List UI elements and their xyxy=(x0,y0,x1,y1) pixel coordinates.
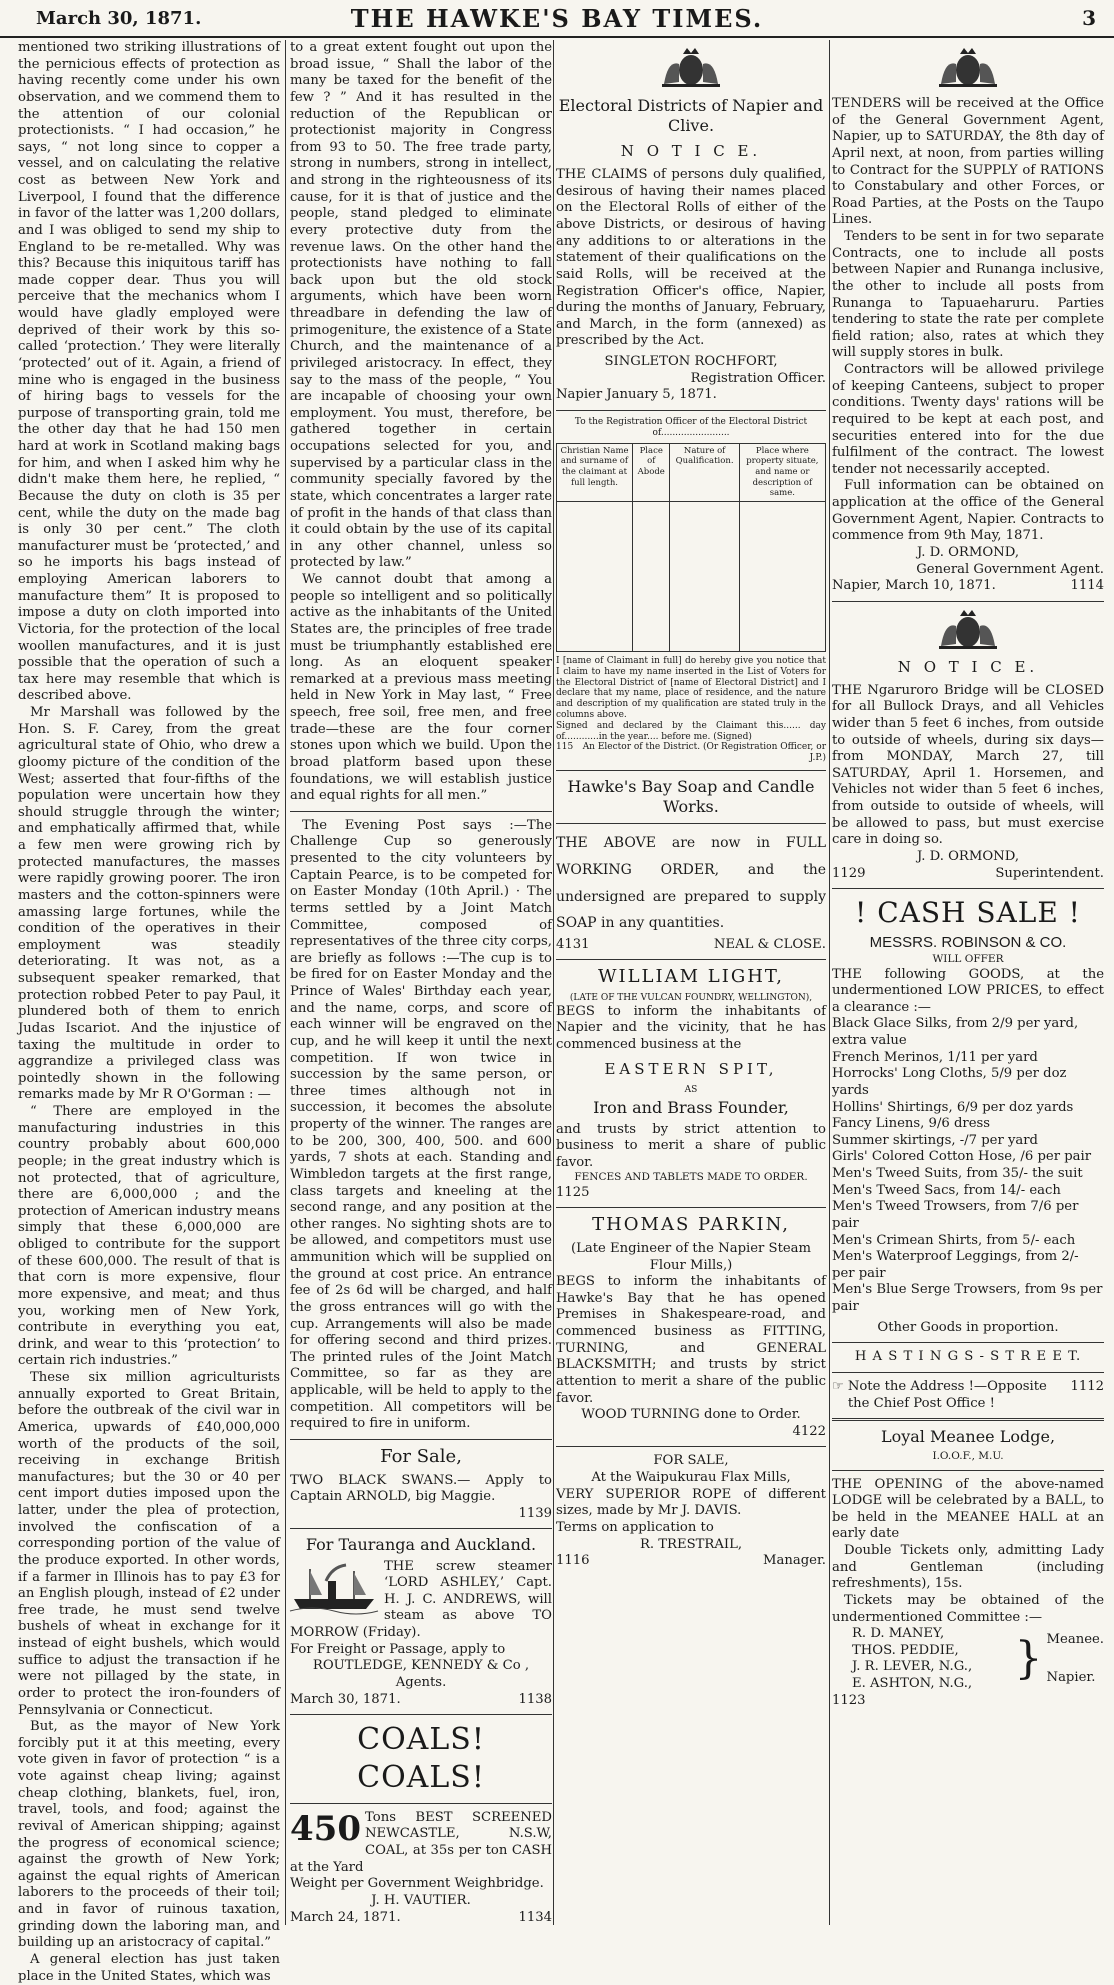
column-rule xyxy=(553,40,554,1925)
electoral-heading: Electoral Districts of Napier and Clive. xyxy=(558,96,824,136)
column-2 xyxy=(290,40,552,1925)
tender-paragraph: Tenders to be sent in for two separate Contracts, one to include all posts between Napier and Runanga inclusive, the other to include all posts from Runanga to Tapuaeharuru. Parties tendering to state the rate per complete field ration; also, rates at which they will supply stores in bulk. xyxy=(832,229,1104,361)
divider xyxy=(832,1470,1104,1471)
parkin-ad-text: BEGS to inform the inhabitants of Hawke's Bay that he has opened Premises in Shakespeare-road, and commenced business as FITTING, TURNING, and GENERAL BLACKSMITH; and trusts by strict attention to merit a share of the public favor. xyxy=(556,1274,826,1406)
swans-ad-text: TWO BLACK SWANS.— Apply to Captain ARNOLD, big Maggie. xyxy=(290,1472,552,1505)
divider xyxy=(290,1714,552,1715)
ad-ref: 1125 xyxy=(556,1184,590,1200)
tender-paragraph: Full information can be obtained on application at the office of the General Government Agent, Napier. Contracts to commence from 9th May, 1871. xyxy=(832,478,1104,544)
tauranga-agents: ROUTLEDGE, KENNEDY & Co , xyxy=(312,1658,530,1674)
form-column-header: Place where property situate, and name or description of same. xyxy=(739,443,825,502)
tender-title: General Government Agent. xyxy=(916,561,1104,577)
ad-date: March 30, 1871. xyxy=(290,1691,401,1707)
ad-ref: 1114 xyxy=(1070,578,1104,594)
lodge-tickets: Double Tickets only, admitting Lady and Gentleman (including refreshments), 15s. xyxy=(832,1543,1104,1592)
ad-date: Napier, March 10, 1871. xyxy=(832,578,996,594)
light-ad-text: BEGS to inform the inhabitants of Napier and the vicinity, that he has commenced business at the xyxy=(556,1003,826,1053)
cash-sale-firm: MESSRS. ROBINSON & CO. xyxy=(869,934,1067,952)
coals-quantity: 450 xyxy=(290,1808,361,1849)
committee-member: E. ASHTON, N.G., xyxy=(852,1676,973,1692)
divider xyxy=(832,1418,1104,1421)
royal-crest-icon xyxy=(656,46,726,90)
form-heading: To the Registration Officer of the Electoral District of........................ xyxy=(574,416,808,438)
form-column-header: Nature of Qualification. xyxy=(670,443,739,502)
royal-crest-icon xyxy=(933,608,1003,652)
article-paragraph: to a great extent fought out upon the broad issue, “ Shall the labor of the many be taxed for the benefit of the few ? ” And it has resulted in the reduction of the Republican or protectionist majority in Congress from 93 to 50. The free trade party, strong in numbers, strong in intellect, and strong in the righteousness of its cause, for it is that of justice and the people, stand pledged to eliminate every protective duty from the revenue laws. On the other hand the protectionists have nothing to fall back upon but the old stock arguments, which have been worn threadbare in defending the law of primogeniture, the existence of a State Church, and the maintenance of a privileged aristocracy. In effect, they say to the mass of the people, “ You are incapable of choosing your own employment. You must, therefore, be gathered together in certain occupations selected for you, and supervised by a particular class in the community specially favored by the state, which concentrates a larger rate of profit in the hands of that class than it could obtain by the use of its capital in any other channel, unless so protected by law.” xyxy=(290,40,553,571)
ad-ref: 1138 xyxy=(518,1691,552,1707)
news-item-challenge-cup: The Evening Post says :—The Challenge Cup so generously presented to the city volunteers by Captain Pearce, is to be competed for on Easter Monday (10th April.) · The terms settled by a Joint Match Committee, composed of representatives of the three city corps, are briefly as follows :—The cup is to be fired for on Easter Monday and the Prince of Wales' Birthday each year, and the name, corps, and score of each winner will be engraved on the cup, and he will keep it until the next competition. If won twice in succession by the same person, or three times although not in succession, it becomes the absolute property of the winner. The ranges are to be 200, 300, 400, 500. and 600 yards, 7 shots at each. Standing and Wimbledon targets at the first range, class targets and kneeling at the second range, and any position at the other ranges. No sighting shots are to be allowed, and competitors must use ammunition which will be supplied on the ground at cost price. An entrance fee of 2s 6d will be charged, and half the gross entrances will go with the cup. Arrangements will also be made for offering second and third prizes. The printed rules of the Joint Match Committee, so far as they are applicable, will be held to apply to the competition. All competitors will be required to fire in uniform. xyxy=(290,817,552,1432)
parkin-subheading: (Late Engineer of the Napier Steam Flour Mills,) xyxy=(570,1240,812,1273)
officer-title: Registration Officer. xyxy=(690,370,826,386)
soap-ad-text: THE ABOVE are now in FULL WORKING ORDER, and the undersigned are prepared to supply SOAP in any quantities. xyxy=(556,835,826,932)
cash-sale-item: Men's Crimean Shirts, from 5/- each xyxy=(832,1232,1076,1248)
ad-ref: 1116 xyxy=(556,1553,590,1569)
light-subheading: (LATE OF THE VULCAN FOUNDRY, WELLINGTON), xyxy=(569,993,813,1004)
rope-location: At the Waipukurau Flax Mills, xyxy=(591,1470,791,1486)
pointing-hand-icon: ☞ xyxy=(832,1378,844,1394)
divider xyxy=(556,1446,826,1447)
form-column-header: Place of Abode xyxy=(632,443,670,502)
ad-ref: 1123 xyxy=(832,1692,866,1708)
tender-ad-text: TENDERS will be received at the Office of the General Government Agent, Napier, up to SATURDAY, the 8th day of April next, at noon, from parties willing to Contract for the SUPPLY of RATIONS to Constabulary and other Forces, or Road Parties, at the Posts on the Taupo Lines. xyxy=(832,96,1104,228)
divider xyxy=(556,823,826,824)
ad-ref: 1129 xyxy=(832,865,866,881)
committee-member: THOS. PEDDIE, xyxy=(852,1642,959,1658)
column-rule xyxy=(285,40,286,1925)
cash-sale-heading: ! CASH SALE ! xyxy=(855,896,1081,930)
divider xyxy=(290,1528,552,1529)
rope-heading: FOR SALE, xyxy=(653,1453,729,1469)
coals-weight: Weight per Government Weighbridge. xyxy=(290,1876,544,1892)
article-paragraph: These six million agriculturists annually exported to Great Britain, before the outbreak of the civil war in America, upwards of £40,000,000 worth of the products of the soil, receiving in exchange British manufactures; but the 30 or 40 per cent import duties imposed upon the latter, under the plea of protection, involved the confiscation of a corresponding portion of the value of the produce exported. In other words, if a farmer in Illinois has to pay £3 for an English plough, instead of £2 under free trade, he must send twelve bushels of wheat in exchange for it instead of eight bushels, which would suffice to adjust the transaction if he were not pillaged by the state, in order to protect the iron-founders of Pennsylvania or Connecticut. xyxy=(18,1370,280,1718)
cash-sale-item: Summer skirtings, -/7 per yard xyxy=(832,1132,1039,1148)
divider xyxy=(832,1342,1104,1343)
bridge-title: Superintendent. xyxy=(995,865,1104,881)
claim-form-table xyxy=(556,443,826,653)
form-declaration: I [name of Claimant in full] do hereby give you notice that I claim to have my name inserted in the List of Voters for the Electoral District of [name of Electoral District] and I declare that my name, place of residence, and the nature and description of my qualification are stated truly in the columns above. xyxy=(556,656,826,721)
light-as: AS xyxy=(684,1084,698,1095)
cash-sale-other: Other Goods in proportion. xyxy=(877,1319,1059,1335)
committee-member: R. D. MANEY, xyxy=(852,1626,945,1642)
article-paragraph: Mr Marshall was followed by the Hon. S. F. Carey, from the great agricultural state of Ohio, who drew a gloomy picture of the condition of the West; asserted that four-fifths of the population were uncertain how they should struggle through the winter; and emphatically affirmed that, while a few men were growing rich by protected manufactures, the masses were rapidly growing poorer. The iron masters and the cotton-spinners were amassing large fortunes, while the condition of the operatives in their employment was steadily deteriorating. It was not, as a subsequent speaker remarked, that protection robbed Peter to pay Paul, it plundered both of them to enrich Judas Iscariot. And the injustice of taxing the multitude in order to aggrandize a privileged class was pointedly shown in the following remarks made by Mr R O'Gorman : — xyxy=(18,705,280,1103)
light-location: EASTERN SPIT, xyxy=(604,1059,778,1078)
tauranga-agents-title: Agents. xyxy=(395,1674,447,1690)
lodge-ad-text: THE OPENING of the above-named LODGE will be celebrated by a BALL, to be held in the MEANEE HALL at an early date xyxy=(832,1476,1104,1542)
light-heading: WILLIAM LIGHT, xyxy=(597,966,784,988)
divider xyxy=(556,410,826,411)
cash-sale-item: Fancy Linens, 9/6 dress xyxy=(832,1116,991,1132)
notice-label: N O T I C E. xyxy=(620,142,762,161)
cash-sale-item: Girls' Colored Cotton Hose, /6 per pair xyxy=(832,1149,1092,1165)
divider xyxy=(556,770,826,771)
soap-heading: Hawke's Bay Soap and Candle Works. xyxy=(567,777,815,817)
ad-ref: 1139 xyxy=(518,1505,552,1521)
cash-sale-item: Men's Blue Serge Trowsers, from 9s per pair xyxy=(832,1282,1103,1315)
ad-date: March 24, 1871. xyxy=(290,1909,401,1925)
divider xyxy=(556,959,826,960)
divider xyxy=(832,1372,1104,1373)
ad-ref: 1134 xyxy=(518,1909,552,1925)
light-ad-text-2: and trusts by strict attention to business to merit a share of public favor. xyxy=(556,1121,826,1170)
cash-sale-item: Black Glace Silks, from 2/9 per yard, extra value xyxy=(832,1016,1079,1049)
column-rule xyxy=(829,40,830,1925)
article-paragraph: A general election has just taken place in the United States, which was xyxy=(18,1951,280,1984)
lodge-heading: Loyal Meanee Lodge, xyxy=(880,1427,1056,1447)
royal-crest-icon xyxy=(933,46,1003,90)
electoral-notice-text: THE CLAIMS of persons duly qualified, desirous of having their names placed on the Electoral Rolls of either of the above Districts, or desirous of having any additions to or alterations in the statement of their qualifications on the said Rolls, will be received at the Registration Officer's office, Napier, during the months of January, February, and March, in the form (annexed) as prescribed by the Act. xyxy=(556,167,826,349)
cash-sale-text: THE following GOODS, at the undermentioned LOW PRICES, to effect a clearance :— xyxy=(832,966,1104,1015)
divider xyxy=(290,1803,552,1804)
ad-ref: 4131 xyxy=(556,936,590,952)
ad-ref: 4122 xyxy=(792,1423,826,1439)
lodge-obtain: Tickets may be obtained of the undermentioned Committee :— xyxy=(832,1592,1104,1625)
coals-heading: COALS! COALS! xyxy=(357,1722,485,1795)
coals-ad-text: Tons BEST SCREENED NEWCASTLE, N.S.W, COAL, at 35s per ton CASH at the Yard xyxy=(290,1809,552,1875)
committee-place: Napier. xyxy=(1046,1670,1096,1686)
committee-place: Meanee. xyxy=(1046,1631,1104,1647)
article-paragraph: “ There are employed in the manufacturing industries in this country probably about 600,000 people; in the great industry which is not protected, that of agriculture, there are 6,000,000 ; and the protection of American industry means simply that these 6,000,000 are obliged to contribute for the support of these 600,000. The result of that is that corn is more expensive, flour more expensive, and meat; and thus you, working men of New York, contribute in everything you eat, drink, and wear to this ‘protection’ to certain rich industries.” xyxy=(18,1104,280,1369)
parkin-wood-turning: WOOD TURNING done to Order. xyxy=(581,1407,801,1423)
light-fences: FENCES AND TABLETS MADE TO ORDER. xyxy=(574,1171,808,1184)
for-sale-heading: For Sale, xyxy=(380,1445,462,1467)
article-paragraph: But, as the mayor of New York forcibly put it at this meeting, every vote given in favor of protection “ is a vote against cheap living; against cheap clothing, blankets, fuel, iron, travel, tools, and food; against the revival of American shipping; against the progress of economical science; against the growth of New York; against the equal rights of American laborers to the proceeds of their toil; and in favor of ruinous taxation, grinding down the laboring man, and building up an aristocracy of capital.” xyxy=(18,1719,280,1951)
light-trade: Iron and Brass Founder, xyxy=(593,1098,789,1118)
cash-sale-item: Men's Tweed Trowsers, from 7/6 per pair xyxy=(832,1199,1079,1231)
column-4-advertisements xyxy=(832,40,1104,1925)
soap-firm: NEAL & CLOSE. xyxy=(713,936,826,952)
steamship-icon xyxy=(290,1559,378,1613)
bridge-notice-text: THE Ngaruroro Bridge will be CLOSED for all Bullock Drays, and all Vehicles wider than 5 feet 6 inches, from outside to outside of wheels, during six days—from MONDAY, March 27, till SATURDAY, April 1. Horsemen, and Vehicles not wider than 5 feet 6 inches, from outside to outside of wheels, will be allowed to pass, but must exercise care in doing so. xyxy=(832,682,1104,848)
form-column-header: Christian Name and surname of the claimant at full length. xyxy=(557,443,633,502)
rope-ad-text: VERY SUPERIOR ROPE of different sizes, made by Mr J. DAVIS. xyxy=(556,1486,826,1519)
cash-sale-item: Men's Waterproof Leggings, from 2/- per pair xyxy=(832,1249,1079,1281)
newspaper-title: THE HAWKE'S BAY TIMES. xyxy=(350,4,764,33)
cash-sale-offer: WILL OFFER xyxy=(932,953,1004,966)
rope-seller: R. TRESTRAIL, xyxy=(639,1536,743,1552)
rope-terms: Terms on application to xyxy=(556,1519,714,1535)
notice-label: N O T I C E. xyxy=(897,657,1039,676)
cash-sale-item: French Merinos, 1/11 per yard xyxy=(832,1049,1038,1065)
parkin-heading: THOMAS PARKIN, xyxy=(592,1214,790,1236)
column-3-advertisements xyxy=(556,40,826,1925)
cash-sale-item: Men's Tweed Suits, from 35/- the suit xyxy=(832,1166,1083,1182)
rope-seller-title: Manager. xyxy=(762,1553,826,1569)
divider xyxy=(290,1439,552,1440)
divider xyxy=(832,888,1104,889)
cash-sale-item: Hollins' Shirtings, 6/9 per doz yards xyxy=(832,1099,1074,1115)
tender-signatory: J. D. ORMOND, xyxy=(916,544,1020,560)
cash-sale-street: H A S T I N G S - S T R E E T. xyxy=(854,1349,1082,1365)
form-elector: An Elector of the District. (Or Registration Officer, or J.P.) xyxy=(582,742,826,764)
tauranga-ad-text: THE screw steamer ‘LORD ASHLEY,’ Capt. H. J. C. ANDREWS, will steam as above TO MORROW (Friday). xyxy=(290,1558,552,1641)
cash-sale-item: Men's Tweed Sacs, from 14/- each xyxy=(832,1182,1061,1198)
divider xyxy=(290,811,552,812)
officer-name: SINGLETON ROCHFORT, xyxy=(604,354,778,370)
article-paragraph: We cannot doubt that among a people so intelligent and so politically active as the inhabitants of the United States are, the principles of free trade must be triumphantly established ere long. As an eloquent speaker remarked at a previous mass meeting held in New York in May last, “ Free speech, free soil, free men, and free trade—these are the four corner stones upon which we build. Upon the broad platform based upon these foundations, we will establish justice and equal rights for all men.” xyxy=(290,572,552,804)
column-1-article xyxy=(18,40,280,1984)
divider xyxy=(556,1207,826,1208)
ad-ref: 1112 xyxy=(1070,1378,1104,1394)
tauranga-heading: For Tauranga and Auckland. xyxy=(305,1535,537,1555)
page-number: 3 xyxy=(1082,6,1096,30)
lodge-committee xyxy=(832,1626,1104,1693)
brace-glyph: } xyxy=(1014,1633,1043,1685)
notice-date: Napier January 5, 1871. xyxy=(556,387,717,403)
committee-member: J. R. LEVER, N.G., xyxy=(852,1659,973,1675)
bridge-signatory: J. D. ORMOND, xyxy=(916,848,1020,864)
tender-paragraph: Contractors will be allowed privilege of keeping Canteens, subject to proper conditions. Twenty days' rations will be required to be kept at each post, and securities entered into for the due fulfilment of the contract. The lowest tender not necessarily accepted. xyxy=(832,362,1104,477)
issue-date: March 30, 1871. xyxy=(36,8,202,29)
cash-sale-item: Horrocks' Long Cloths, 5/9 per doz yards xyxy=(832,1066,1067,1098)
lodge-subheading: I.O.O.F., M.U. xyxy=(932,1450,1004,1463)
form-signed: Signed and declared by the Claimant this...... day of............in the year.... before me. (Signed) xyxy=(556,720,826,742)
ad-ref: 115 xyxy=(556,742,574,753)
tauranga-freight: For Freight or Passage, apply to xyxy=(290,1641,506,1657)
coals-seller: J. H. VAUTIER. xyxy=(371,1892,471,1908)
masthead xyxy=(0,0,1114,38)
divider xyxy=(832,601,1104,602)
cash-sale-note: Note the Address !—Opposite the Chief Post Office ! xyxy=(847,1378,1047,1411)
article-paragraph: mentioned two striking illustrations of the pernicious effects of protection as having recently come under his own observation, and we commend them to the attention of our colonial protectionists. “ I had occasion,” he says, “ not long since to copper a vessel, and on calculating the relative cost as between New York and Liverpool, I found that the difference in favor of the latter was 1,200 dollars, and I was obliged to send my ship to England to be re-metalled. Why was this? Because this iniquitous tariff has made copper dear. Thus you will perceive that the mechanics whom I would have gladly employed were deprived of their work by this so-called ‘protection.’ They were literally ‘protected’ out of it. Again, a friend of mine who is engaged in the business of hiring bags to vessels for the purpose of transporting grain, told me the other day that he had 150 men hard at work in Scotland making bags for him, and when I asked him why he didn't make them here, he replied, “ Because the duty on cloth is 35 per cent, while the duty on the made bag is only 30 per cent.” The cloth manufacturer must be ‘protected,’ and so he imports his bags instead of employing American laborers to manufacture them” It is proposed to impose a duty on cloth imported into Victoria, for the protection of the local woollen manufactures, and it is just possible that the operation of such a tax here may resemble that which is described above. xyxy=(18,40,280,704)
